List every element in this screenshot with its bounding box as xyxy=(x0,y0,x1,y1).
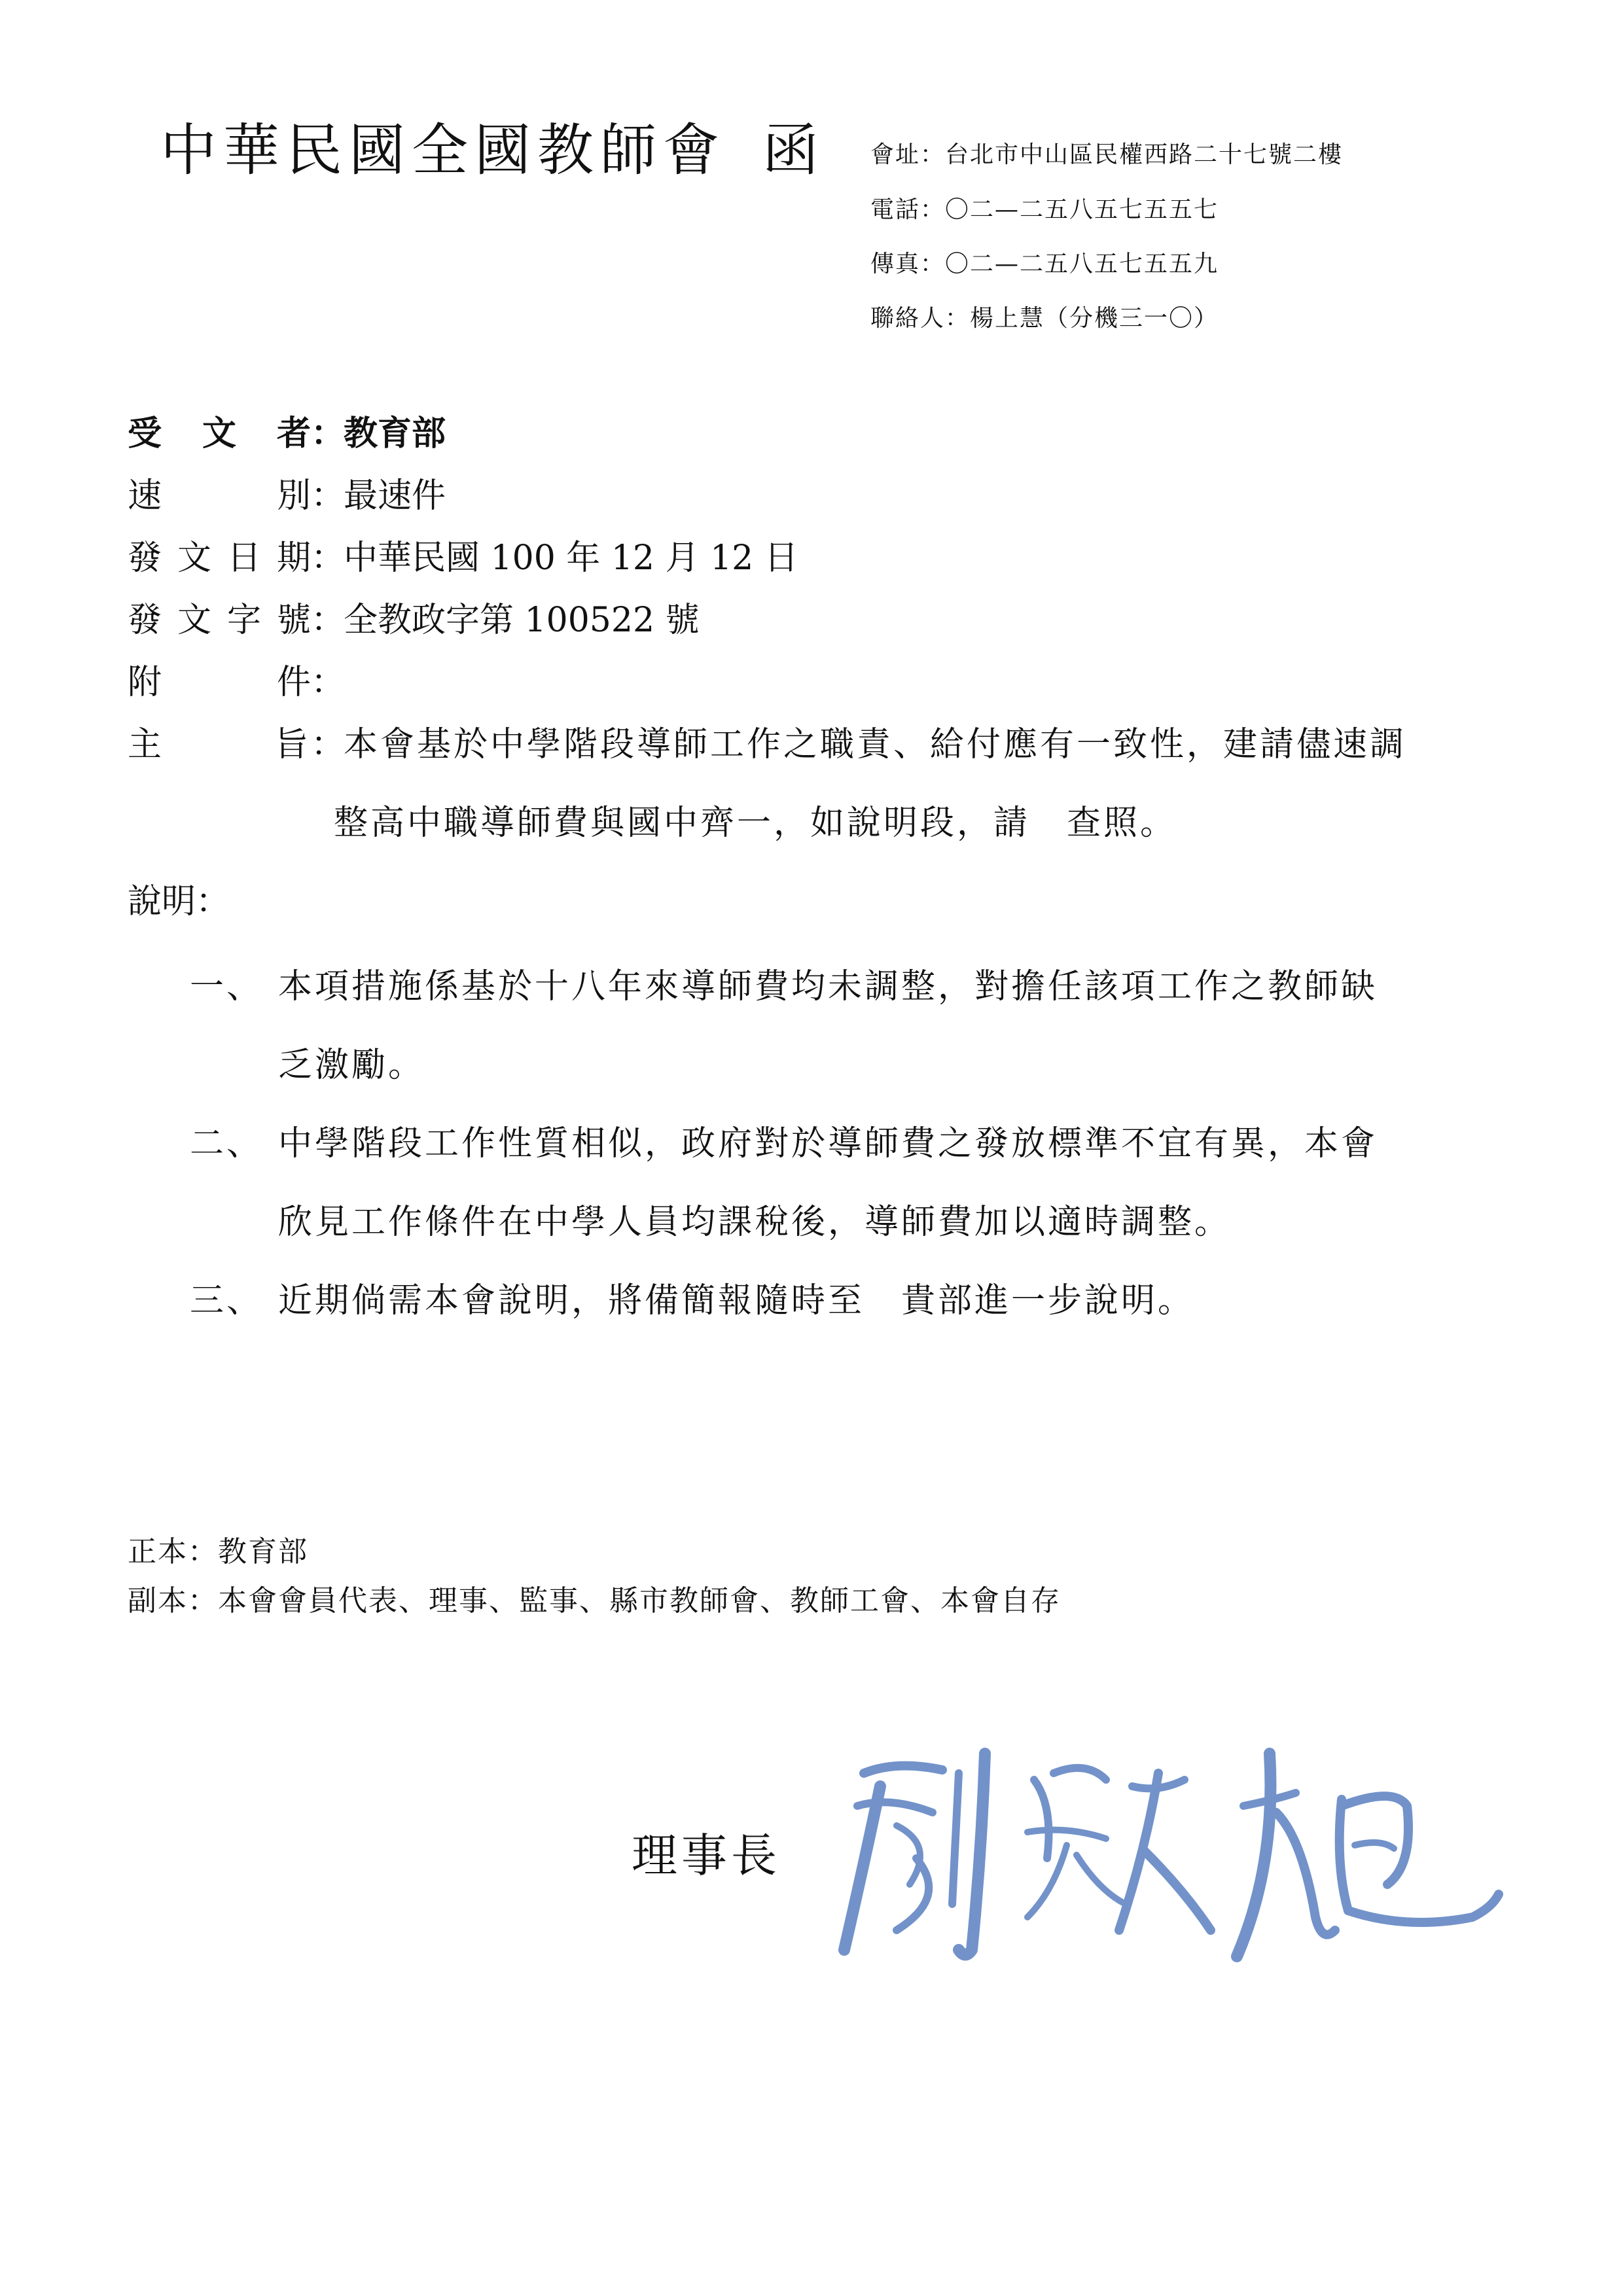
speed-row xyxy=(128,468,446,517)
speed-label: 速別 xyxy=(128,476,311,516)
carbon-copy-recipients: 副本：本會會員代表、理事、監事、縣市教師會、教師工會、本會自存 xyxy=(128,1584,1061,1617)
contact-person: 聯絡人：楊上慧（分機三一〇） xyxy=(870,305,1219,332)
signature-drawing xyxy=(818,1734,1505,1983)
attachment-colon: ： xyxy=(311,663,346,702)
doc-number-value: 全教政字第 100522 號 xyxy=(344,601,700,640)
date-colon: ： xyxy=(311,539,346,578)
doc-number-colon: ： xyxy=(311,601,346,640)
item-number: 一、 xyxy=(190,967,264,1006)
item-text: 本項措施係基於十八年來導師費均未調整，對擔任該項工作之教師缺 xyxy=(278,967,1378,1006)
doc-number-row xyxy=(128,592,700,641)
attachment-row xyxy=(128,654,344,703)
item-number: 三、 xyxy=(190,1281,264,1320)
explanation-heading: 說明： xyxy=(128,882,230,921)
speed-value: 最速件 xyxy=(344,476,446,516)
chairman-title: 理事長 xyxy=(632,1829,781,1882)
item-text-continued: 欣見工作條件在中學人員均課稅後，導師費加以適時調整。 xyxy=(278,1203,1232,1242)
subject-label: 主旨 xyxy=(128,725,311,764)
speed-colon: ： xyxy=(311,476,346,516)
contact-address: 會址：台北市中山區民權西路二十七號二樓 xyxy=(870,141,1344,168)
date-value: 中華民國 100 年 12 月 12 日 xyxy=(344,539,798,578)
document-type: 函 xyxy=(762,118,819,183)
subject-row xyxy=(128,716,1406,766)
handwritten-signature xyxy=(818,1734,1505,1985)
attachment-label: 附件 xyxy=(128,663,311,702)
subject-line-2: 整高中職導師費與國中齊一，如說明段，請 查照。 xyxy=(334,804,1177,843)
doc-number-label: 發文字號 xyxy=(128,601,311,640)
recipient-value: 教育部 xyxy=(344,414,446,453)
original-copy-recipient: 正本：教育部 xyxy=(128,1535,308,1568)
recipient-label: 受文者 xyxy=(128,414,311,453)
subject-colon: ： xyxy=(311,725,348,764)
date-row xyxy=(128,530,798,579)
recipient-colon: ： xyxy=(311,414,346,453)
contact-phone: 電話：〇二—二五八五七五五七 xyxy=(870,196,1219,223)
date-label: 發文日期 xyxy=(128,539,311,578)
item-text: 近期倘需本會說明，將備簡報隨時至 貴部進一步說明。 xyxy=(278,1281,1195,1320)
recipient-row xyxy=(128,406,446,455)
item-text: 中學階段工作性質相似，政府對於導師費之發放標準不宜有異，本會 xyxy=(278,1124,1378,1163)
contact-fax: 傳真：〇二—二五八五七五五九 xyxy=(870,251,1219,277)
organization-title: 中華民國全國教師會 xyxy=(160,118,726,183)
item-text-continued: 乏激勵。 xyxy=(278,1046,425,1085)
subject-line-1: 本會基於中學階段導師工作之職責、給付應有一致性，建請儘速調 xyxy=(344,725,1407,764)
item-number: 二、 xyxy=(190,1124,264,1163)
